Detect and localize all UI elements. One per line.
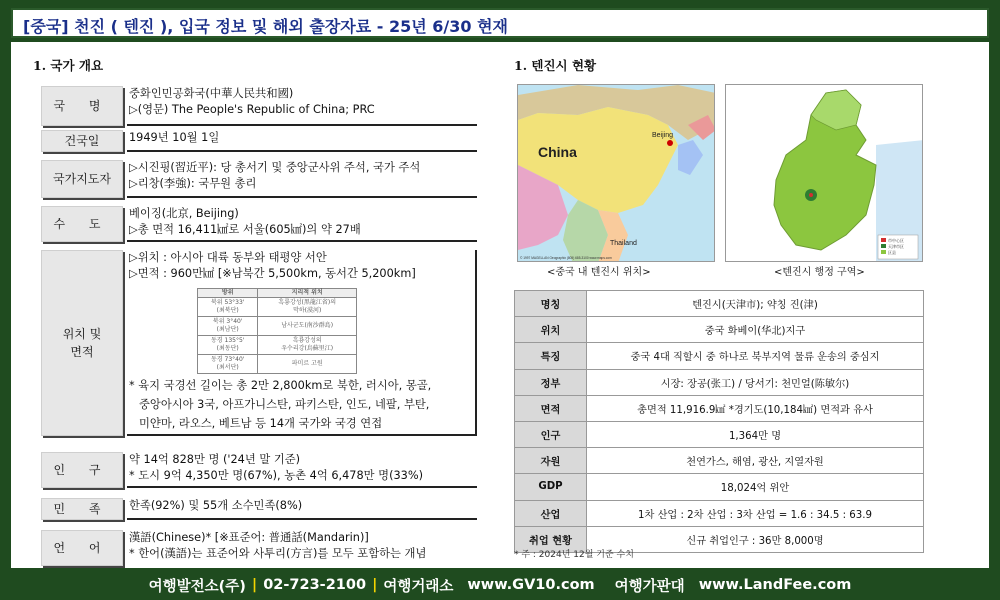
china-map-image bbox=[517, 84, 715, 262]
table-row bbox=[515, 343, 924, 369]
border-notes bbox=[129, 376, 431, 433]
table-row bbox=[515, 421, 924, 447]
footer-phone[interactable]: 02-723-2100 bbox=[263, 577, 367, 593]
column-header: 방위 bbox=[198, 289, 258, 298]
row-text: * 도시 9억 4,350만 명(67%), 농촌 4억 6,478만 명(33%) bbox=[129, 469, 423, 483]
column-header: 지리적 위치 bbox=[258, 289, 357, 298]
row-text: ▷면적 : 960만㎢ [※남북간 5,500km, 동서간 5,200km] bbox=[129, 267, 416, 281]
table-key: 자원 bbox=[515, 448, 587, 474]
table-cell: 파미르 고원 bbox=[258, 355, 357, 374]
divider bbox=[127, 196, 477, 198]
content-panel bbox=[11, 42, 989, 568]
table-key: 정부 bbox=[515, 369, 587, 395]
row-language bbox=[41, 530, 477, 566]
divider bbox=[475, 250, 477, 436]
row-body bbox=[129, 498, 477, 514]
row-body bbox=[129, 452, 477, 485]
row-text: 한족(92%) 및 55개 소수민족(8%) bbox=[129, 499, 303, 512]
divider bbox=[127, 518, 477, 520]
note-text: 미얀마, 라오스, 베트남 등 14개 국가와 국경 연접 bbox=[139, 417, 383, 430]
table-cell: 북위 3°40' (최남단) bbox=[198, 317, 258, 336]
row-text: 약 14억 828만 명 ('24년 말 기준) bbox=[129, 453, 301, 466]
table-row bbox=[198, 336, 357, 355]
row-label: 수 도 bbox=[41, 206, 123, 242]
tianjin-map-image bbox=[725, 84, 923, 262]
table-row bbox=[515, 448, 924, 474]
map-label-beijing: Beijing bbox=[652, 132, 674, 139]
footer-bar bbox=[0, 570, 1000, 600]
table-row bbox=[198, 317, 357, 336]
row-text: ▷리창(李強): 국무원 총리 bbox=[129, 177, 257, 191]
tianjin-map-graphic bbox=[726, 85, 923, 262]
table-cell: 동경 135°5' (최동단) bbox=[198, 336, 258, 355]
footer-separator: | bbox=[372, 577, 378, 593]
table-key: 면적 bbox=[515, 395, 587, 421]
row-label-text: 면적 bbox=[70, 345, 94, 359]
legend-item: 区县 bbox=[888, 250, 896, 255]
table-key: GDP bbox=[515, 474, 587, 500]
row-text: 漢語(Chinese)* [※표준어: 普通話(Mandarin)] bbox=[129, 531, 369, 544]
divider bbox=[127, 434, 477, 436]
row-capital bbox=[41, 206, 477, 242]
table-value: 총면적 11,916.9㎢ *경기도(10,184㎢) 면적과 유사 bbox=[587, 395, 924, 421]
table-key: 위치 bbox=[515, 317, 587, 343]
legend-item: 天津市区 bbox=[888, 244, 904, 249]
row-body bbox=[129, 86, 477, 119]
divider bbox=[127, 150, 477, 152]
china-map-graphic bbox=[518, 85, 715, 262]
row-label: 국 명 bbox=[41, 86, 123, 126]
footer-agency-link[interactable]: www.GV10.com bbox=[467, 577, 595, 593]
table-cell: 흑룡강성의 우수리강(烏蘇里江) bbox=[258, 336, 357, 355]
row-text: * 한어(漢語)는 표준어와 사투리(方言)를 모두 포함하는 개념 bbox=[129, 547, 427, 561]
row-body bbox=[129, 206, 477, 239]
section-title-tianjin: 1. 텐진시 현황 bbox=[514, 58, 597, 73]
map-label-china: China bbox=[538, 144, 577, 160]
table-value: 1차 산업 : 2차 산업 : 3차 산업 = 1.6 : 34.5 : 63.9 bbox=[587, 500, 924, 526]
table-cell: 북위 53°33' (최북단) bbox=[198, 298, 258, 317]
footer-price-link[interactable]: www.LandFee.com bbox=[698, 577, 852, 593]
row-label: 민 족 bbox=[41, 498, 123, 520]
extremity-table bbox=[197, 288, 357, 374]
row-label: 언 어 bbox=[41, 530, 123, 566]
page-title: [중국] 천진 ( 텐진 ), 입국 정보 및 해외 출장자료 - 25년 6/30 현재 bbox=[23, 17, 509, 36]
table-value: 텐진시(天津市); 약칭 진(津) bbox=[587, 291, 924, 317]
row-text: 1949년 10월 1일 bbox=[129, 131, 220, 144]
table-key: 특징 bbox=[515, 343, 587, 369]
map-copyright: © 1997 MAGELLAN Geographix (805) 685-3100 www.maps.com bbox=[520, 256, 612, 260]
table-key: 인구 bbox=[515, 421, 587, 447]
row-population bbox=[41, 452, 477, 488]
table-row bbox=[515, 474, 924, 500]
row-text: 중화인민공화국(中華人民共和國) bbox=[129, 87, 294, 100]
divider bbox=[127, 240, 477, 242]
row-body bbox=[129, 530, 477, 563]
row-label: 인 구 bbox=[41, 452, 123, 488]
table-value: 18,024억 위안 bbox=[587, 474, 924, 500]
divider bbox=[127, 124, 477, 126]
table-value: 신규 취업인구 : 36만 8,000명 bbox=[587, 526, 924, 552]
table-value: 중국 4대 직할시 중 하나로 북부지역 물류 운송의 중심지 bbox=[587, 343, 924, 369]
row-ethnic bbox=[41, 498, 477, 520]
table-row bbox=[515, 291, 924, 317]
table-row bbox=[515, 369, 924, 395]
note-text: 중앙아시아 3국, 아프가니스탄, 파키스탄, 인도, 네팔, 부탄, bbox=[139, 398, 430, 411]
row-text: ▷위치 : 아시아 대륙 동부와 태평양 서안 bbox=[129, 251, 327, 264]
table-row bbox=[515, 317, 924, 343]
footer-agency-label: 여행거래소 bbox=[383, 578, 454, 595]
note-text: * 육지 국경선 길이는 총 2만 2,800km로 북한, 러시아, 몽골, bbox=[129, 379, 432, 392]
footer-company: 여행발전소(주) bbox=[148, 578, 246, 595]
table-header bbox=[198, 289, 357, 298]
table-row bbox=[515, 500, 924, 526]
table-value: 1,364만 명 bbox=[587, 421, 924, 447]
row-text: ▷총 면적 16,411㎢로 서울(605㎢)의 약 27배 bbox=[129, 223, 361, 237]
table-row bbox=[515, 395, 924, 421]
table-key: 산업 bbox=[515, 500, 587, 526]
row-text: ▷시진핑(習近平): 당 총서기 및 중앙군사위 주석, 국가 주석 bbox=[129, 161, 421, 174]
table-value: 시장: 장공(张工) / 당서기: 천민얼(陈敏尔) bbox=[587, 369, 924, 395]
footer-separator: | bbox=[251, 577, 258, 593]
row-body bbox=[129, 160, 477, 193]
table-cell: 흑룡강성(黑龍江省)의 막하(漠河) bbox=[258, 298, 357, 317]
map-label-thailand: Thailand bbox=[610, 240, 637, 247]
row-label bbox=[41, 250, 123, 436]
footer-price-label: 여행가판대 bbox=[614, 578, 685, 595]
row-body bbox=[129, 130, 477, 146]
row-text: 베이징(北京, Beijing) bbox=[129, 207, 239, 220]
table-key: 명칭 bbox=[515, 291, 587, 317]
table-key: 취업 현황 bbox=[515, 526, 587, 552]
row-country-name bbox=[41, 86, 477, 126]
row-leaders bbox=[41, 160, 477, 198]
legend-item: 市中心区 bbox=[888, 238, 904, 243]
caption-china-map: <중국 내 텐진시 위치> bbox=[547, 267, 651, 278]
row-label: 국가지도자 bbox=[41, 160, 123, 198]
caption-tianjin-map: <텐진시 행정 구역> bbox=[774, 267, 865, 278]
table-cell: 동경 73°40' (최서단) bbox=[198, 355, 258, 374]
table-row bbox=[198, 298, 357, 317]
section-title-country: 1. 국가 개요 bbox=[33, 58, 104, 73]
table-cell: 남사군도(南沙群島) bbox=[258, 317, 357, 336]
row-label-text: 위치 및 bbox=[62, 327, 102, 341]
table-row bbox=[198, 355, 357, 374]
divider bbox=[127, 486, 477, 488]
title-bar bbox=[11, 8, 989, 38]
row-founding bbox=[41, 130, 477, 152]
table-footnote: * 주 : 2024년 12월 기준 수치 bbox=[514, 550, 634, 560]
row-label: 건국일 bbox=[41, 130, 123, 152]
tianjin-info-table bbox=[514, 290, 924, 553]
table-value: 중국 화베이(华北)지구 bbox=[587, 317, 924, 343]
row-text: ▷(영문) The People's Republic of China; PRC bbox=[129, 103, 375, 117]
table-value: 천연가스, 해염, 광산, 지열자원 bbox=[587, 448, 924, 474]
